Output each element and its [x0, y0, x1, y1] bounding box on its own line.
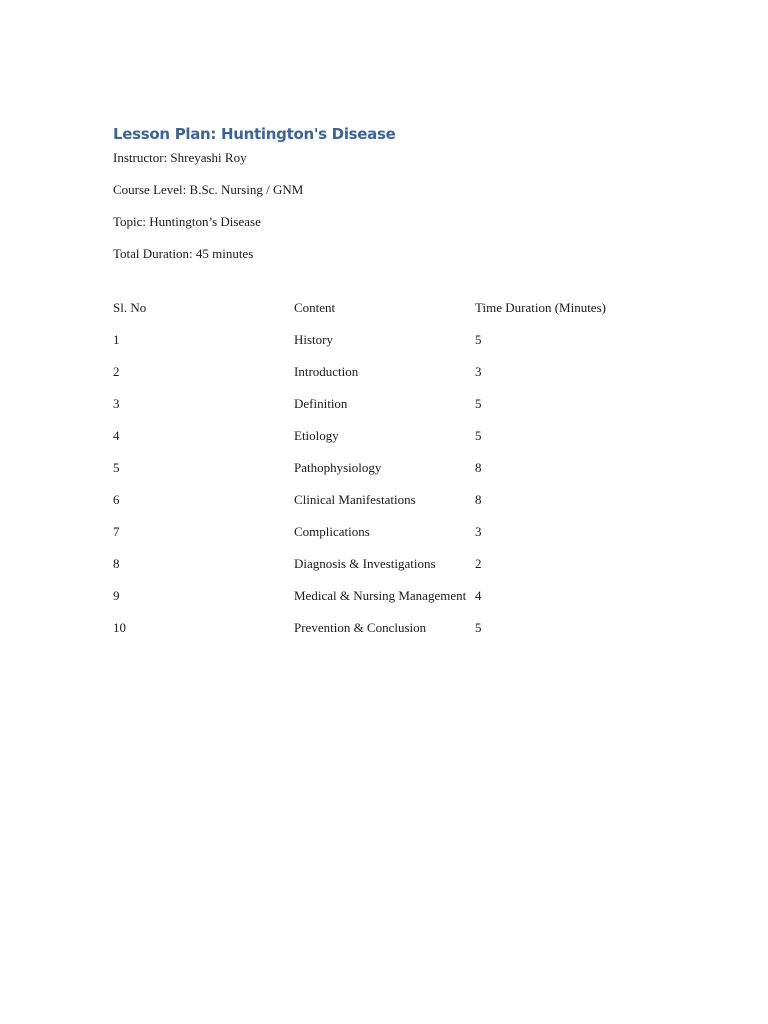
- topic-line: Topic: Huntington’s Disease: [113, 214, 261, 229]
- row-number: 8: [113, 556, 120, 571]
- row-content: Prevention & Conclusion: [294, 620, 427, 635]
- row-content: Medical & Nursing Management: [294, 588, 467, 603]
- instructor-line: Instructor: Shreyashi Roy: [113, 150, 247, 165]
- row-number: 3: [113, 396, 120, 411]
- table-header-row: [113, 298, 653, 330]
- table-row: [113, 458, 653, 490]
- row-number: 10: [113, 620, 126, 635]
- row-number: 7: [113, 524, 120, 539]
- header-content: Content: [294, 300, 336, 315]
- table-row: [113, 394, 653, 426]
- row-content: Pathophysiology: [294, 460, 382, 475]
- row-number: 4: [113, 428, 120, 443]
- row-number: 2: [113, 364, 120, 379]
- row-time: 5: [475, 396, 482, 411]
- row-number: 1: [113, 332, 120, 347]
- table-row: [113, 522, 653, 554]
- row-content: Clinical Manifestations: [294, 492, 416, 507]
- total-duration-line: Total Duration: 45 minutes: [113, 246, 254, 261]
- row-time: 5: [475, 428, 482, 443]
- table-row: [113, 362, 653, 394]
- row-number: 9: [113, 588, 120, 603]
- row-time: 3: [475, 524, 482, 539]
- header-time-duration: Time Duration (Minutes): [475, 300, 606, 315]
- header-sl-no: Sl. No: [113, 300, 147, 315]
- row-time: 4: [475, 588, 482, 603]
- table-row: [113, 490, 653, 522]
- row-time: 2: [475, 556, 482, 571]
- document-title: Lesson Plan: Huntington's Disease: [113, 125, 396, 143]
- row-content: Introduction: [294, 364, 359, 379]
- table-row: [113, 426, 653, 458]
- row-time: 8: [475, 492, 482, 507]
- row-number: 5: [113, 460, 120, 475]
- table-row: [113, 554, 653, 586]
- row-time: 8: [475, 460, 482, 475]
- course-level-line: Course Level: B.Sc. Nursing / GNM: [113, 182, 304, 197]
- row-content: Complications: [294, 524, 370, 539]
- row-content: Definition: [294, 396, 348, 411]
- row-content: Diagnosis & Investigations: [294, 556, 436, 571]
- table-row: [113, 618, 653, 650]
- lesson-schedule-table: [113, 298, 653, 650]
- row-content: Etiology: [294, 428, 339, 443]
- row-content: History: [294, 332, 333, 347]
- table-row: [113, 330, 653, 362]
- row-number: 6: [113, 492, 120, 507]
- row-time: 5: [475, 620, 482, 635]
- row-time: 5: [475, 332, 482, 347]
- table-row: [113, 586, 653, 618]
- row-time: 3: [475, 364, 482, 379]
